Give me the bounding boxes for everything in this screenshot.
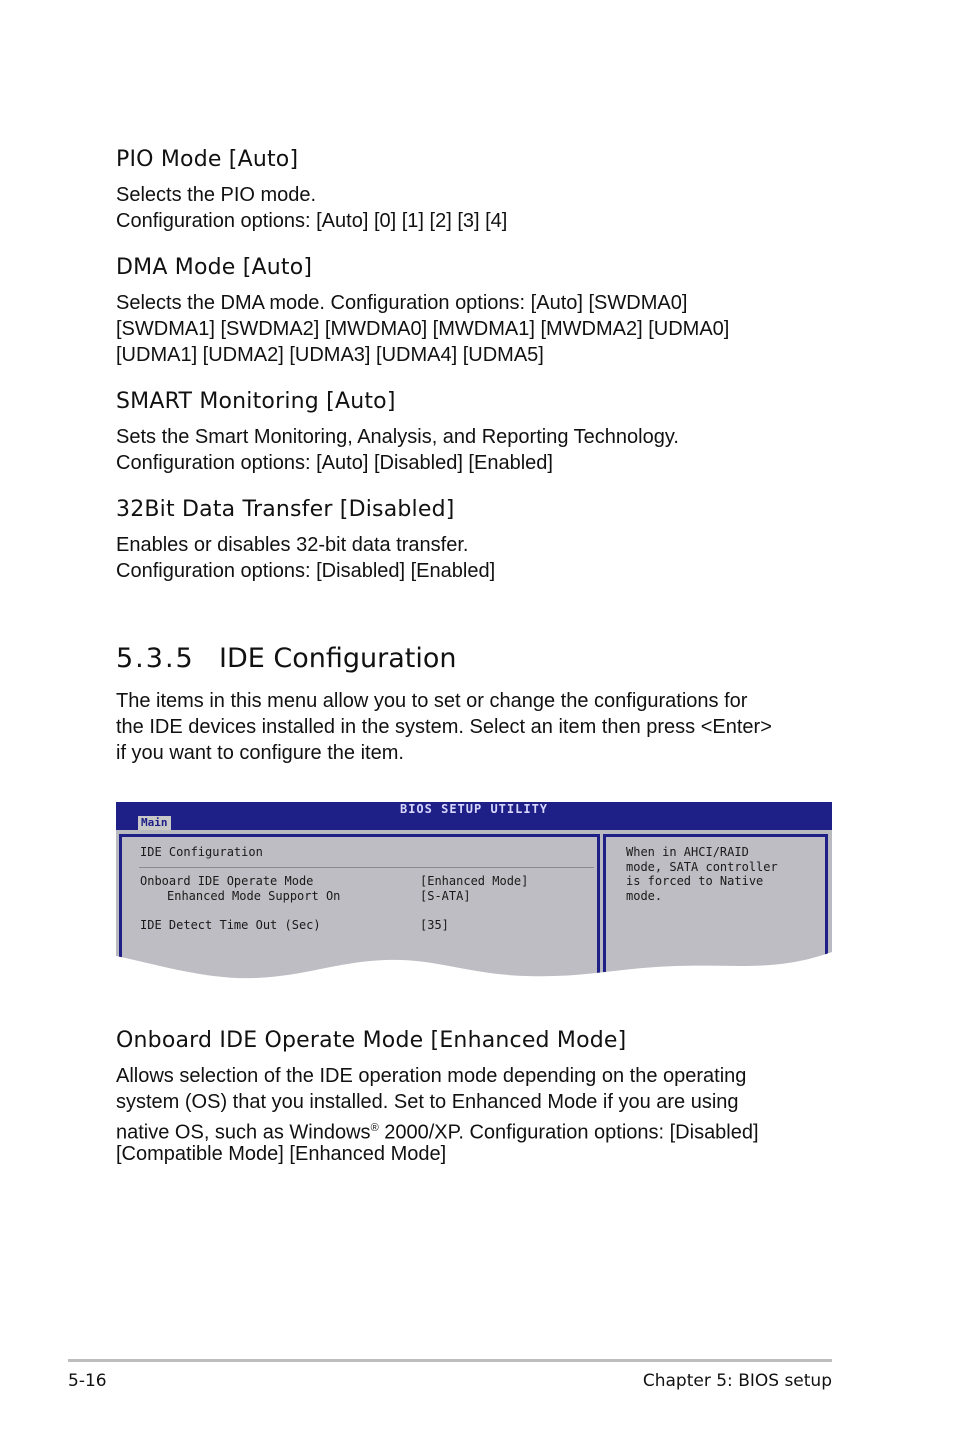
section-intro-line-3: if you want to configure the item. xyxy=(116,742,404,764)
smart-monitoring-line-2: Configuration options: [Auto] [Disabled] [Enabled] xyxy=(116,452,553,474)
bios-screenshot xyxy=(116,802,832,986)
onboard-ide-line-2: system (OS) that you installed. Set to Enhanced Mode if you are using xyxy=(116,1091,739,1113)
smart-monitoring-line-1: Sets the Smart Monitoring, Analysis, and Reporting Technology. xyxy=(116,426,679,448)
smart-monitoring-heading: SMART Monitoring [Auto] xyxy=(116,389,396,414)
bios-title: BIOS SETUP UTILITY xyxy=(399,802,549,816)
dma-mode-line-1: Selects the DMA mode. Configuration options: [Auto] [SWDMA0] xyxy=(116,292,688,314)
bios-item-onboard-ide-value[interactable]: [Enhanced Mode] xyxy=(420,874,529,888)
dma-mode-line-3: [UDMA1] [UDMA2] [UDMA3] [UDMA4] [UDMA5] xyxy=(116,344,544,366)
bios-panel-title: IDE Configuration xyxy=(140,845,263,859)
pio-mode-line-1: Selects the PIO mode. xyxy=(116,184,317,206)
bios-help-line-3: is forced to Native xyxy=(626,874,764,888)
data-transfer-line-2: Configuration options: [Disabled] [Enabled] xyxy=(116,560,496,582)
section-title xyxy=(116,643,457,674)
torn-edge xyxy=(116,802,832,986)
bios-item-enhanced-mode-label[interactable]: Enhanced Mode Support On xyxy=(167,888,341,903)
onboard-ide-line-3-text: native OS, such as Windows xyxy=(116,1121,371,1144)
bios-item-detect-timeout-label[interactable]: IDE Detect Time Out (Sec) xyxy=(140,917,321,932)
footer-rule xyxy=(68,1359,832,1362)
section-title-text: IDE Configuration xyxy=(219,643,457,674)
bios-tab-main[interactable]: Main xyxy=(138,816,171,830)
bios-item-onboard-ide-label[interactable]: Onboard IDE Operate Mode xyxy=(140,874,314,888)
bios-help-line-1: When in AHCI/RAID xyxy=(626,845,749,859)
chapter-title: Chapter 5: BIOS setup xyxy=(642,1371,832,1391)
page-number: 5-16 xyxy=(68,1371,107,1391)
bios-item-detect-timeout-value[interactable]: [35] xyxy=(420,917,449,932)
data-transfer-heading: 32Bit Data Transfer [Disabled] xyxy=(116,497,455,522)
section-intro-line-1: The items in this menu allow you to set or change the configurations for xyxy=(116,690,748,712)
dma-mode-heading: DMA Mode [Auto] xyxy=(116,255,313,280)
registered-mark: ® xyxy=(370,1122,379,1134)
pio-mode-line-2: Configuration options: [Auto] [0] [1] [2] [3] [4] xyxy=(116,210,508,232)
section-number: 5.3.5 xyxy=(116,643,195,674)
onboard-ide-line-4: [Compatible Mode] [Enhanced Mode] xyxy=(116,1143,447,1165)
onboard-ide-heading: Onboard IDE Operate Mode [Enhanced Mode] xyxy=(116,1028,627,1053)
bios-help-line-4: mode. xyxy=(626,888,663,903)
bios-item-enhanced-mode-value[interactable]: [S-ATA] xyxy=(420,888,471,903)
pio-mode-heading: PIO Mode [Auto] xyxy=(116,147,299,172)
dma-mode-line-2: [SWDMA1] [SWDMA2] [MWDMA0] [MWDMA1] [MWDMA2] [UDMA0] xyxy=(116,318,730,340)
section-intro-line-2: the IDE devices installed in the system. Select an item then press <Enter> xyxy=(116,716,772,738)
data-transfer-line-1: Enables or disables 32-bit data transfer. xyxy=(116,534,469,556)
bios-help-line-2: mode, SATA controller xyxy=(626,859,778,874)
onboard-ide-line-1: Allows selection of the IDE operation mode depending on the operating xyxy=(116,1065,747,1087)
onboard-ide-line-3-rest: 2000/XP. Configuration options: [Disabled] xyxy=(378,1121,759,1144)
